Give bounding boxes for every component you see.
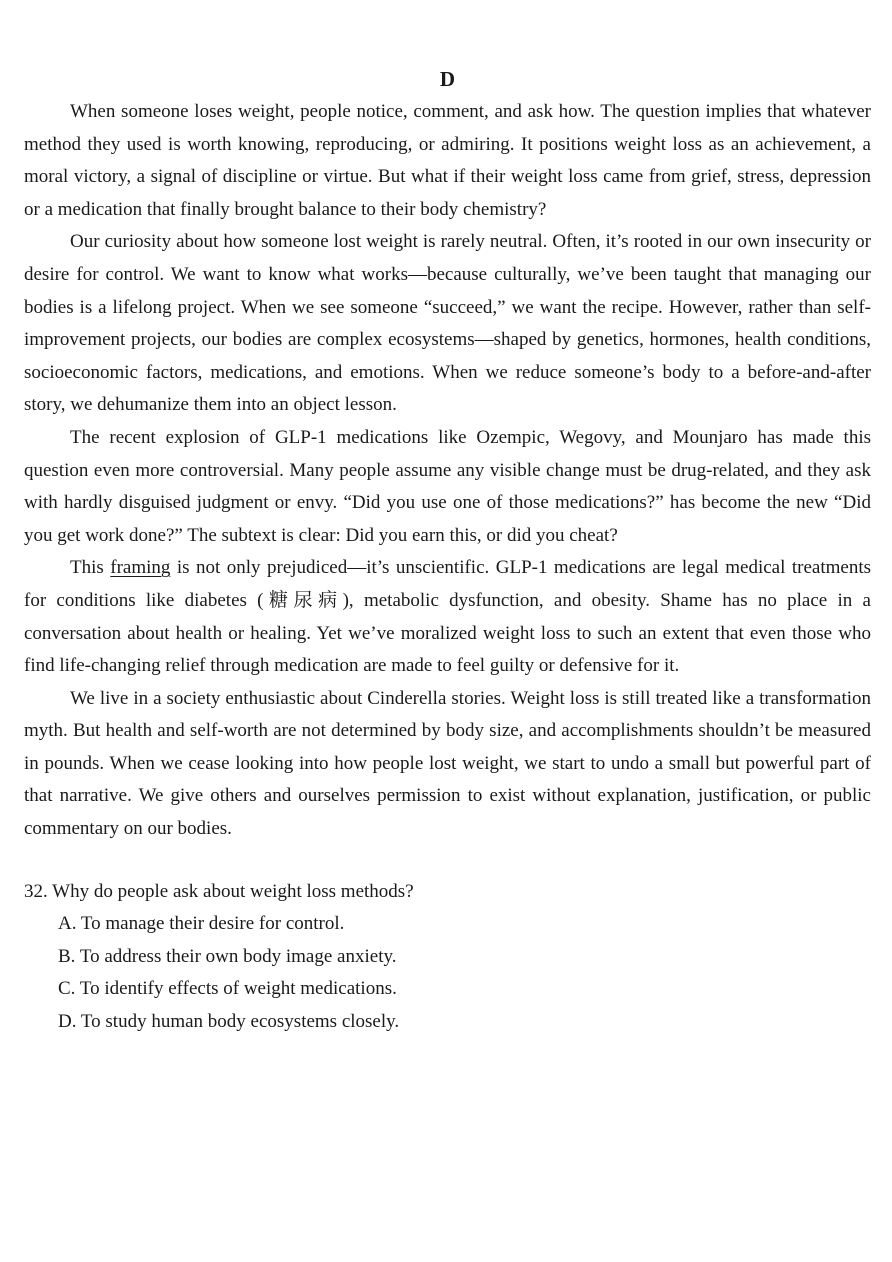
option-b[interactable]: B. To address their own body image anxiety. (58, 945, 397, 967)
section-title: D (439, 67, 456, 91)
underlined-word-framing: framing (110, 557, 171, 579)
passage-paragraph-4 (24, 552, 871, 682)
paragraph-4-rest: is not only prejudiced—it’s unscientific. GLP-1 medications are legal medical treatments for conditions like diabetes (糖尿病), metabolic dysfunction, and obesity. Shame has no place in a conversation about health or healing. Yet we’ve moralized weight loss to such an extent that even those who find life-changing relief through medication are made to feel guilty or defensive for it. (24, 557, 871, 677)
option-c[interactable]: C. To identify effects of weight medications. (58, 978, 397, 1000)
option-d[interactable]: D. To study human body ecosystems closely. (58, 1011, 400, 1033)
passage-paragraph-3: The recent explosion of GLP-1 medications like Ozempic, Wegovy, and Mounjaro has made this question even more controversial. Many people assume any visible change must be drug-related, and they ask with hardly disguised judgment or envy. “Did you use one of those medications?” has become the new “Did you get work done?” The subtext is clear: Did you earn this, or did you cheat? (24, 426, 871, 546)
passage-paragraph-5: We live in a society enthusiastic about Cinderella stories. Weight loss is still treated like a transformation myth. But health and self-worth are not determined by body size, and accomplishments shouldn’t be measured in pounds. When we cease looking into how people lost weight, we start to undo a small but powerful part of that narrative. We give others and ourselves permission to exist without explanation, justification, or public commentary on our bodies. (24, 687, 871, 840)
answer-options (24, 908, 871, 1038)
passage-paragraph-1: When someone loses weight, people notice, comment, and ask how. The question implies that whatever method they used is worth knowing, reproducing, or admiring. It positions weight loss as an achievement, a moral victory, a signal of discipline or virtue. But what if their weight loss came from grief, stress, depression or a medication that finally brought balance to their body chemistry? (24, 101, 871, 220)
paragraph-4-lead: This (70, 557, 111, 579)
question-stem: 32. Why do people ask about weight loss methods? (24, 880, 414, 902)
question-32 (24, 876, 871, 1039)
reading-passage (24, 96, 871, 846)
exam-page (24, 62, 871, 1039)
passage-paragraph-2: Our curiosity about how someone lost weight is rarely neutral. Often, it’s rooted in our own insecurity or desire for control. We want to know what works—because culturally, we’ve been taught that managing our bodies is a lifelong project. When we see someone “succeed,” we want the recipe. However, rather than self-improvement projects, our bodies are complex ecosystems—shaped by genetics, hormones, health conditions, socioeconomic factors, medications, and emotions. When we reduce someone’s body to a before-and-after story, we dehumanize them into an object lesson. (24, 231, 871, 416)
option-a[interactable]: A. To manage their desire for control. (58, 913, 345, 935)
